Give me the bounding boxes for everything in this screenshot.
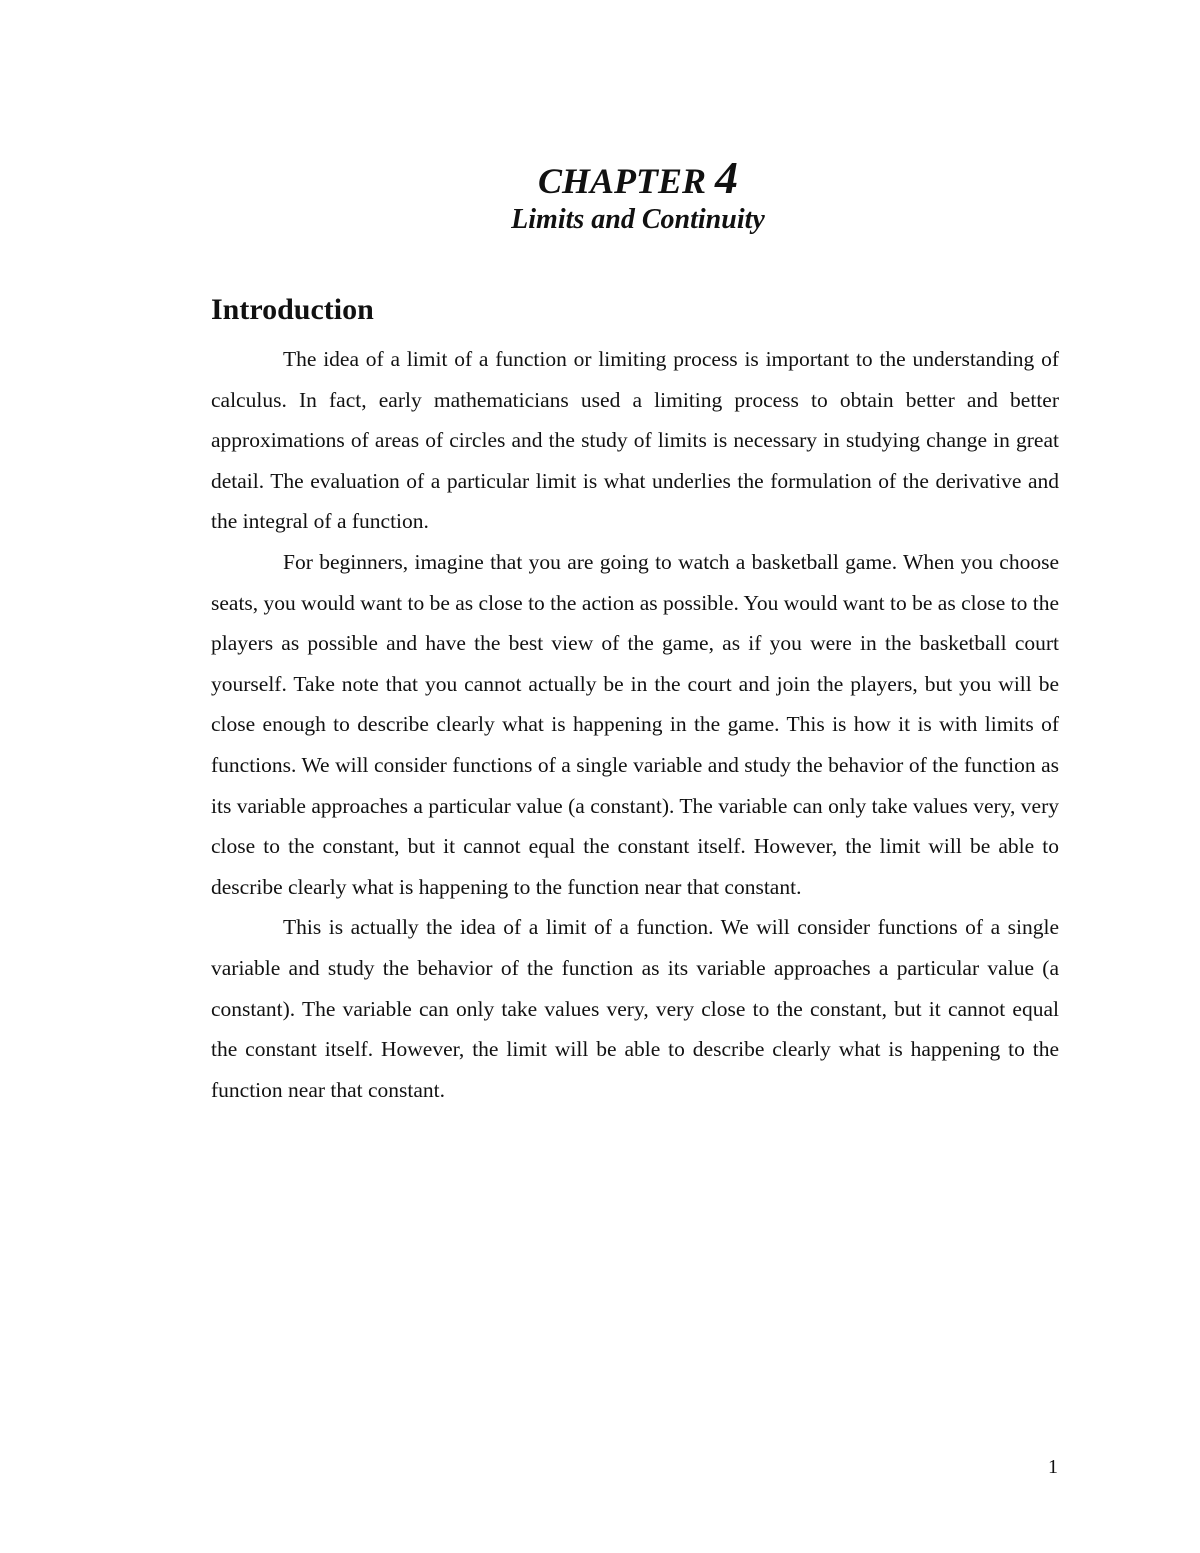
page-number: 1 (1048, 1456, 1058, 1478)
body-text (211, 339, 1059, 1110)
paragraph-1: The idea of a limit of a function or limiting process is important to the understanding of calculus. In fact, early mathematicians used a limiting process to obtain better and better approximations of areas of circles and the study of limits is necessary in studying change in great detail. The evaluation of a particular limit is what underlies the formulation of the derivative and the integral of a function. (211, 347, 1059, 534)
section-heading: Introduction (211, 293, 374, 326)
paragraph-2: For beginners, imagine that you are going to watch a basketball game. When you choose seats, you would want to be as close to the action as possible. You would want to be as close to the players as possible and have the best view of the game, as if you were in the basketball court yourself. Take note that you cannot actually be in the court and join the players, but you will be close enough to describe clearly what is happening in the game. This is how it is with limits of functions. We will consider functions of a single variable and study the behavior of the function as its variable approaches a particular value (a constant). The variable can only take values very, very close to the constant, but it cannot equal the constant itself. However, the limit will be able to describe clearly what is happening to the function near that constant. (211, 549, 1059, 899)
paragraph-3: This is actually the idea of a limit of a function. We will consider functions of a single variable and study the behavior of the function as its variable approaches a particular value (a constant). The variable can only take values very, very close to the constant, but it cannot equal the constant itself. However, the limit will be able to describe clearly what is happening to the function near that constant. (211, 915, 1059, 1102)
chapter-label: CHAPTER (537, 161, 707, 201)
chapter-title: Limits and Continuity (511, 204, 765, 235)
chapter-number: 4 (715, 152, 739, 203)
chapter-heading (0, 152, 1200, 207)
